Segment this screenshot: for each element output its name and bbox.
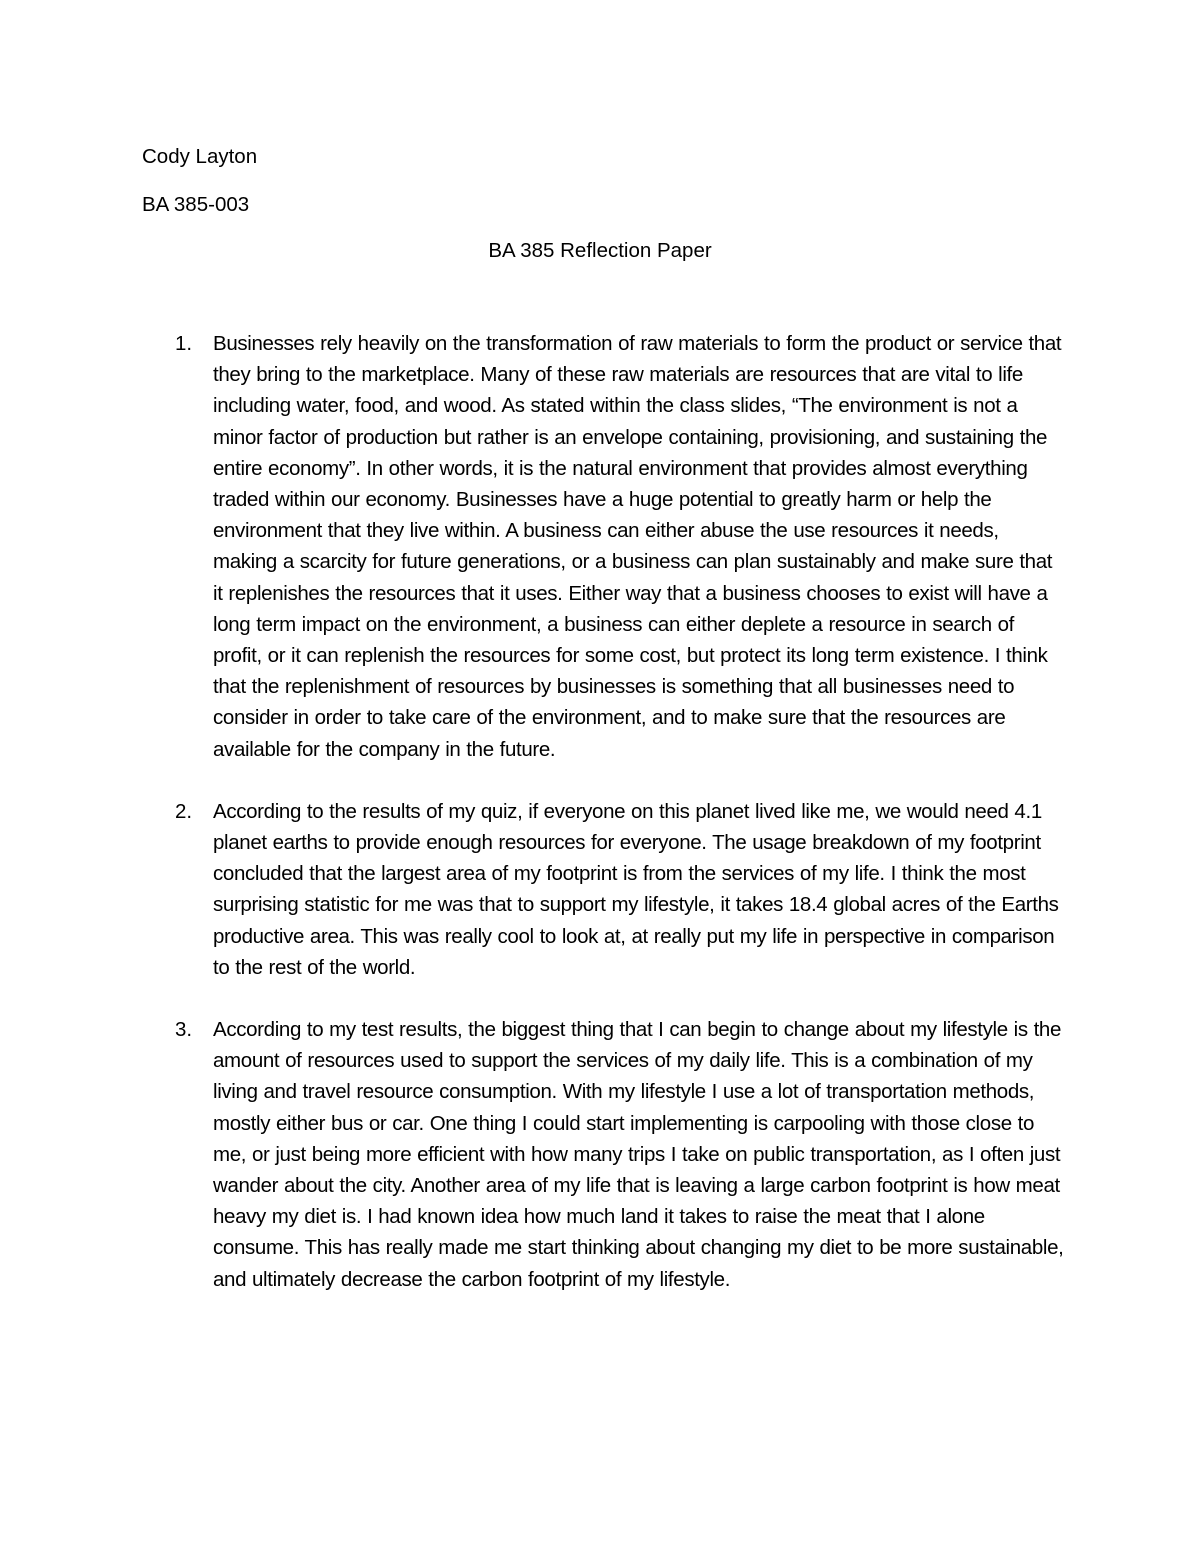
answer-list bbox=[142, 328, 1067, 1326]
author-name: Cody Layton bbox=[142, 145, 258, 168]
answer-item-2 bbox=[142, 796, 1067, 983]
answer-number: 2. bbox=[175, 799, 193, 823]
answer-item-3 bbox=[142, 1014, 1067, 1295]
answer-paragraph: According to my test results, the biggest thing that I can begin to change about my lifestyle is the amount of resources used to support the services of my daily life. This is a combination of my living and travel resource consumption. With my lifestyle I use a lot of transportation methods, mostly either bus or car. One thing I could start implementing is carpooling with those close to me, or just being more efficient with how many trips I take on public transportation, as I often just wander about the city. Another area of my life that is leaving a large carbon footprint is how meat heavy my diet is. I had known idea how much land it takes to raise the meat that I alone consume. This has really made me start thinking about changing my diet to be more sustainable, and ultimately decrease the carbon footprint of my lifestyle. bbox=[213, 1018, 1064, 1291]
answer-item-1 bbox=[142, 328, 1067, 765]
answer-number: 3. bbox=[175, 1018, 193, 1042]
answer-paragraph: Businesses rely heavily on the transformation of raw materials to form the product or service that they bring to the marketplace. Many of these raw materials are resources that are vital to life including water, food, and wood. As stated within the class slides, “The environment is not a minor factor of production but rather is an envelope containing, provisioning, and sustaining the entire economy”. In other words, it is the natural environment that provides almost everything traded within our economy. Businesses have a huge potential to greatly harm or help the environment that they live within. A business can either abuse the use resources it needs, making a scarcity for future generations, or a business can plan sustainably and make sure that it replenishes the resources that it uses. Either way that a business chooses to exist will have a long term impact on the environment, a business can either deplete a resource in search of profit, or it can replenish the resources for some cost, but protect its long term existence. I think that the replenishment of resources by businesses is something that all businesses need to consider in order to take care of the environment, and to make sure that the resources are available for the company in the future. bbox=[213, 332, 1062, 761]
answer-paragraph: According to the results of my quiz, if everyone on this planet lived like me, we would need 4.1 planet earths to provide enough resources for everyone. The usage breakdown of my footprint concluded that the largest area of my footprint is from the services of my life. I think the most surprising statistic for me was that to support my lifestyle, it takes 18.4 global acres of the Earths productive area. This was really cool to look at, at really put my life in perspective in comparison to the rest of the world. bbox=[213, 799, 1059, 979]
paper-title: BA 385 Reflection Paper bbox=[488, 239, 712, 262]
course-code: BA 385-003 bbox=[142, 193, 250, 216]
answer-number: 1. bbox=[175, 332, 193, 355]
